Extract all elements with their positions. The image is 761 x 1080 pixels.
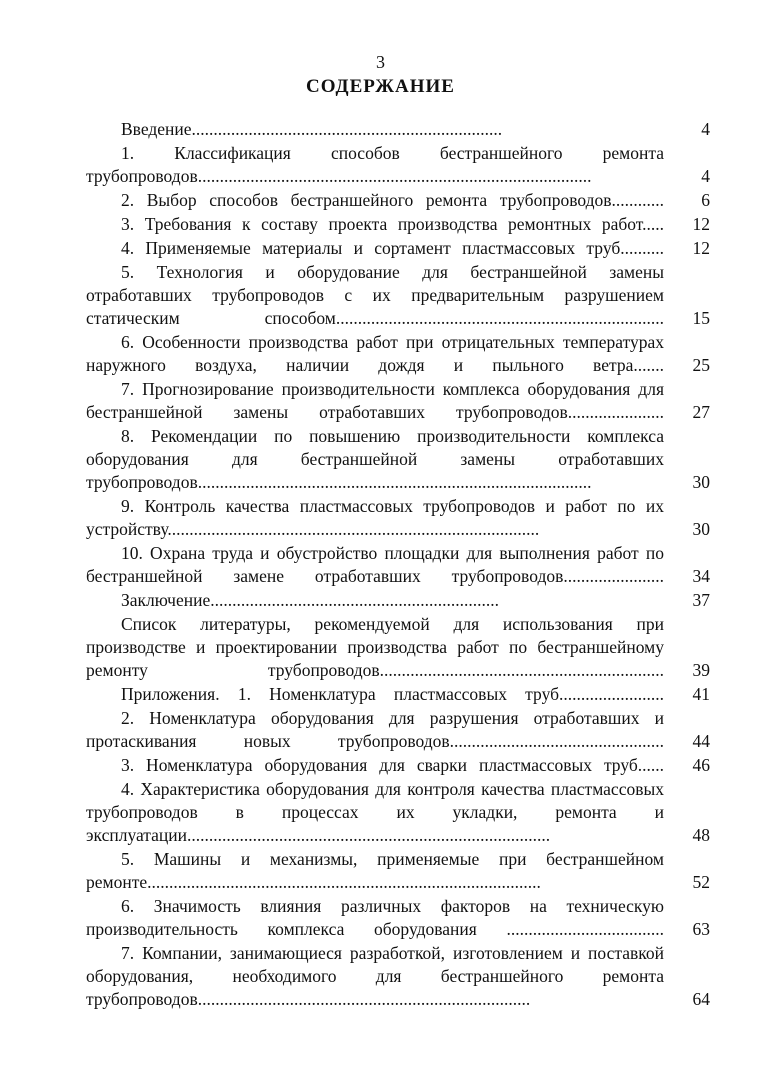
page-number: 3 bbox=[376, 52, 385, 72]
toc-entry-text: Список литературы, рекомендуемой для использования при производстве и проектировании производства работ по бестраншейному ремонту трубопроводов................................................................. bbox=[86, 614, 664, 680]
toc-entry-text: 9. Контроль качества пластмассовых трубопроводов и работ по их устройству..................................................................................... bbox=[86, 496, 664, 539]
toc-entry bbox=[86, 425, 710, 494]
toc-entry-page: 39 bbox=[692, 660, 710, 680]
toc-entry bbox=[86, 707, 710, 753]
toc-entry-page: 44 bbox=[692, 731, 710, 751]
toc-entry-text: 10. Охрана труда и обустройство площадки для выполнения работ по бестраншейной замене отработавших трубопроводов....................... bbox=[86, 543, 664, 586]
toc-entry bbox=[86, 848, 710, 894]
toc-entry bbox=[86, 613, 710, 682]
toc-entry bbox=[86, 754, 710, 777]
toc-entry-page: 52 bbox=[692, 872, 710, 892]
toc-entry-page: 30 bbox=[692, 472, 710, 492]
toc-entry-text: 3. Номенклатура оборудования для сварки пластмассовых труб...... bbox=[121, 755, 664, 775]
toc-entry-page: 63 bbox=[692, 919, 710, 939]
toc-entry-text: 6. Особенности производства работ при отрицательных температурах наружного воздуха, наличии дождя и пыльного ветра....... bbox=[86, 332, 664, 375]
toc-entry bbox=[86, 942, 710, 1011]
toc-entry-text: 5. Машины и механизмы, применяемые при бестраншейном ремонте.......................................................................................... bbox=[86, 849, 664, 892]
toc-entry-page: 12 bbox=[692, 238, 710, 258]
toc-entry-page: 4 bbox=[701, 119, 710, 139]
toc-entry-text: 2. Номенклатура оборудования для разрушения отработавших и протаскивания новых трубопроводов................................................. bbox=[86, 708, 664, 751]
toc-entry-page: 27 bbox=[692, 402, 710, 422]
toc-entry-page: 12 bbox=[692, 214, 710, 234]
toc-entry bbox=[86, 778, 710, 847]
toc-entry bbox=[86, 683, 710, 706]
toc-entry-text: Заключение.................................................................. bbox=[121, 590, 499, 610]
toc-entry-text: Введение....................................................................... bbox=[121, 119, 503, 139]
toc-entry bbox=[86, 189, 710, 212]
toc-entry bbox=[86, 589, 710, 612]
table-of-contents bbox=[86, 118, 710, 1012]
toc-entry bbox=[86, 261, 710, 330]
toc-entry-text: Приложения. 1. Номенклатура пластмассовых труб........................ bbox=[121, 684, 664, 704]
toc-entry-text: 4. Характеристика оборудования для контроля качества пластмассовых трубопроводов в процессах их укладки, ремонта и эксплуатации................................................................................... bbox=[86, 779, 664, 845]
toc-entry bbox=[86, 142, 710, 188]
toc-entry bbox=[86, 331, 710, 377]
toc-entry-text: 7. Прогнозирование производительности комплекса оборудования для бестраншейной замены отработавших трубопроводов...................... bbox=[86, 379, 664, 422]
toc-entry-text: 5. Технология и оборудование для бестраншейной замены отработавших трубопроводов с их предварительным разрушением статическим способом........................................................................... bbox=[86, 262, 664, 328]
toc-entry-page: 41 bbox=[692, 684, 710, 704]
toc-entry-page: 37 bbox=[692, 590, 710, 610]
toc-entry bbox=[86, 237, 710, 260]
toc-entry-text: 7. Компании, занимающиеся разработкой, изготовлением и поставкой оборудования, необходимого для бестраншейного ремонта трубопроводов............................................................................ bbox=[86, 943, 664, 1009]
toc-entry bbox=[86, 495, 710, 541]
toc-entry-page: 46 bbox=[692, 755, 710, 775]
toc-entry bbox=[86, 118, 710, 141]
page-title: СОДЕРЖАНИЕ bbox=[306, 76, 455, 97]
toc-entry bbox=[86, 213, 710, 236]
toc-entry-page: 34 bbox=[692, 566, 710, 586]
toc-entry-page: 4 bbox=[701, 166, 710, 186]
toc-entry-page: 15 bbox=[692, 308, 710, 328]
toc-entry-text: 3. Требования к составу проекта производства ремонтных работ..... bbox=[121, 214, 664, 234]
toc-entry bbox=[86, 378, 710, 424]
toc-entry-page: 25 bbox=[692, 355, 710, 375]
toc-entry-text: 6. Значимость влияния различных факторов на техническую производительность комплекса оборудования .................................... bbox=[86, 896, 664, 939]
toc-entry bbox=[86, 895, 710, 941]
toc-entry-text: 2. Выбор способов бестраншейного ремонта трубопроводов............ bbox=[121, 190, 664, 210]
toc-entry bbox=[86, 542, 710, 588]
toc-entry-page: 64 bbox=[692, 989, 710, 1009]
toc-entry-page: 48 bbox=[692, 825, 710, 845]
toc-entry-page: 6 bbox=[701, 190, 710, 210]
toc-entry-text: 1. Классификация способов бестраншейного ремонта трубопроводов.......................................................................................... bbox=[86, 143, 664, 186]
toc-entry-page: 30 bbox=[692, 519, 710, 539]
toc-entry-text: 8. Рекомендации по повышению производительности комплекса оборудования для бестраншейной замены отработавших трубопроводов.......................................................................................... bbox=[86, 426, 664, 492]
toc-entry-text: 4. Применяемые материалы и сортамент пластмассовых труб.......... bbox=[121, 238, 664, 258]
